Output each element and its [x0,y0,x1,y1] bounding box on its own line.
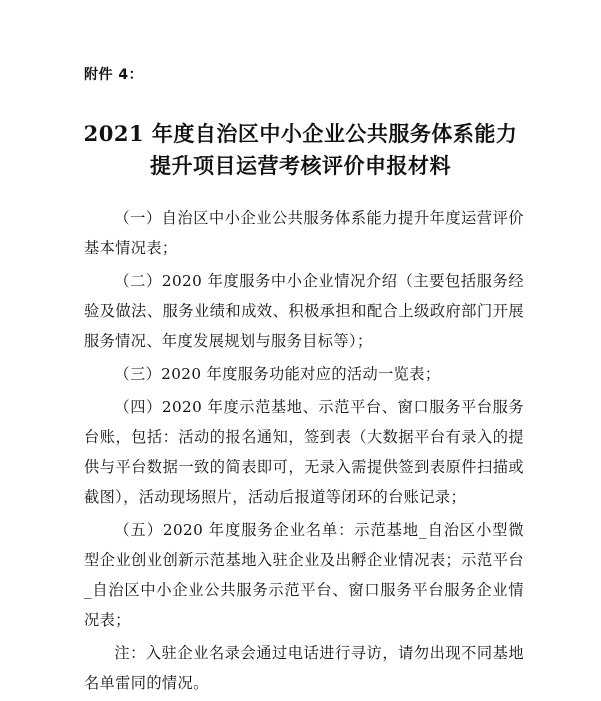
note-paragraph: 注：入驻企业名录会通过电话进行寻访，请勿出现不同基地名单雷同的情况。 [84,644,524,692]
paragraph-item-5: （五）2020 年度服务企业名单：示范基地_自治区小型微型企业创业创新示范基地入驻企业及出孵企业情况表；示范平台_自治区中小企业公共服务示范平台、窗口服务平台服务企业情况表； [84,521,524,629]
attachment-label: 附件 4： [84,67,144,83]
document-title [0,118,601,182]
title-line-2: 提升项目运营考核评价申报材料 [150,153,451,178]
document-body [84,203,524,701]
paragraph-item-3: （三）2020 年度服务功能对应的活动一览表； [114,365,441,383]
paragraph-item-1: （一）自治区中小企业公共服务体系能力提升年度运营评价基本情况表； [84,209,524,257]
title-line-1: 2021 年度自治区中小企业公共服务体系能力 [83,121,518,146]
paragraph-item-2: （二）2020 年度服务中小企业情况介绍（主要包括服务经验及做法、服务业绩和成效、积极承担和配合上级政府部门开展服务情况、年度发展规划与服务目标等）； [84,272,524,350]
paragraph-item-4: （四）2020 年度示范基地、示范平台、窗口服务平台服务台账，包括：活动的报名通知，签到表（大数据平台有录入的提供与平台数据一致的简表即可，无录入需提供签到表原件扫描或截图），活动现场照片，活动后报道等闭环的台账记录； [84,398,524,506]
